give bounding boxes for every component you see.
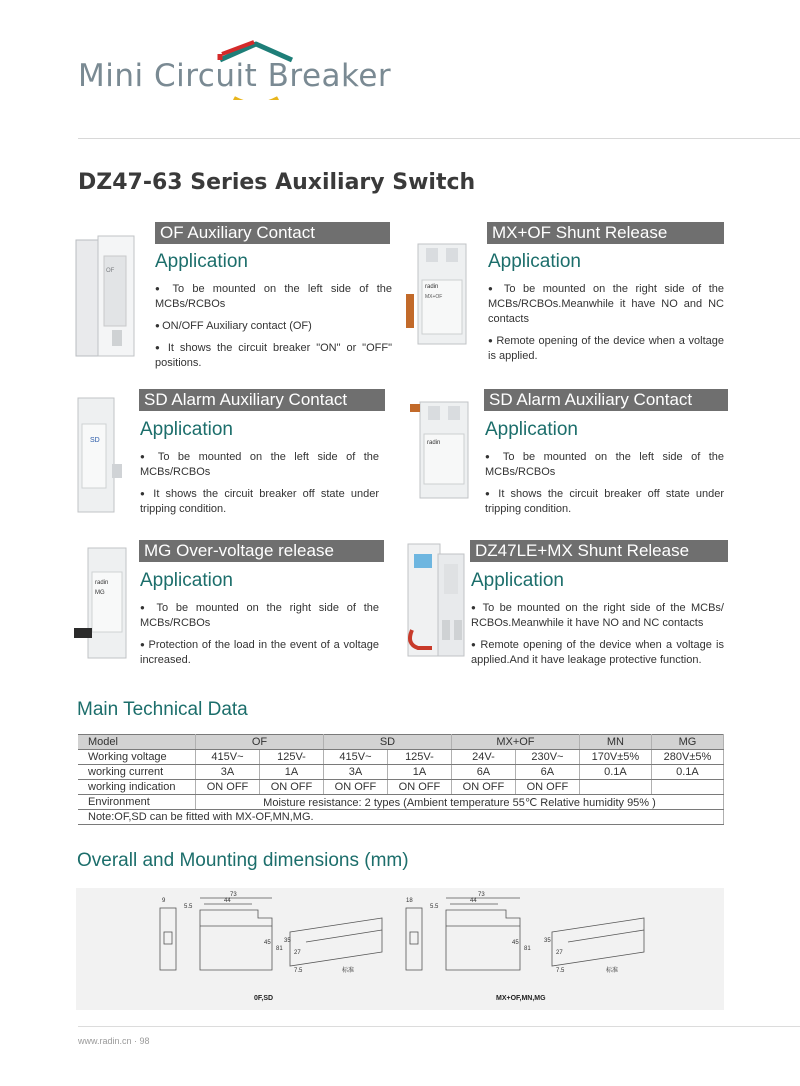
bullet-list-sd-left xyxy=(140,449,379,523)
table-row xyxy=(78,795,724,810)
application-heading-of: Application xyxy=(155,251,248,272)
bullet-list-mxof xyxy=(488,281,724,370)
table-header-cell: MN xyxy=(579,735,651,750)
table-cell: 3A xyxy=(323,765,387,780)
dim-label-5.5-right: 5.5 xyxy=(430,904,439,910)
bullet-item: ● To be mounted on the left side of the MCBs/RCBOs xyxy=(485,449,724,480)
bullet-item: ● It shows the circuit breaker off state under tripping condition. xyxy=(485,486,724,517)
bullet-item: ● To be mounted on the left side of the MCBs/RCBOs xyxy=(155,281,392,312)
of-module-label: OF xyxy=(106,268,115,274)
table-cell: ON OFF xyxy=(451,780,515,795)
table-cell: 1A xyxy=(387,765,451,780)
table-cell: working indication xyxy=(78,780,196,795)
application-heading-mxof: Application xyxy=(488,251,581,272)
table-row xyxy=(78,750,724,765)
dim-label-81: 81 xyxy=(276,946,283,952)
product-title-sd-left: SD Alarm Auxiliary Contact xyxy=(139,389,385,411)
table-cell: 1A xyxy=(259,765,323,780)
dim-label-45-right: 45 xyxy=(512,940,519,946)
table-cell: Working voltage xyxy=(78,750,196,765)
table-cell: 230V~ xyxy=(515,750,579,765)
table-note: Note:OF,SD can be fitted with MX-OF,MN,MG. xyxy=(78,810,724,825)
bullet-item: ● Protection of the load in the event of a voltage increased. xyxy=(140,637,379,668)
application-heading-sd-left: Application xyxy=(140,419,233,440)
table-row xyxy=(78,780,724,795)
mg-module-brand: radin xyxy=(95,580,109,586)
table-cell: ON OFF xyxy=(323,780,387,795)
dim-label-7.5: 7.5 xyxy=(294,968,303,974)
table-cell: ON OFF xyxy=(515,780,579,795)
table-cell: 125V- xyxy=(387,750,451,765)
bullet-item: ● To be mounted on the right side of the MCBs/ RCBOs.Meanwhile it have NO and NC contacts xyxy=(471,600,724,631)
footer-divider xyxy=(78,1026,800,1027)
dim-label-81-right: 81 xyxy=(524,946,531,952)
bullet-list-dz47le xyxy=(471,600,724,674)
mg-module-image xyxy=(70,544,134,662)
product-title-mg: MG Over-voltage release xyxy=(139,540,384,562)
table-cell: 0.1A xyxy=(651,765,723,780)
dim-label-35-right: 35 xyxy=(544,938,551,944)
bullet-item: ● To be mounted on the right side of the MCBs/RCBOs xyxy=(140,600,379,631)
dz47le-module-image xyxy=(402,540,468,664)
dim-label-73: 73 xyxy=(230,892,237,898)
mg-module-label: MG xyxy=(95,590,105,596)
bullet-item: ● Remote opening of the device when a voltage is applied.And it have leakage protective function. xyxy=(471,637,724,668)
table-cell: 6A xyxy=(451,765,515,780)
dim-label-7.5-right: 7.5 xyxy=(556,968,565,974)
table-cell: 3A xyxy=(196,765,260,780)
table-cell: 24V- xyxy=(451,750,515,765)
dims-caption-left: 0F,SD xyxy=(254,995,274,1002)
dim-label-45: 45 xyxy=(264,940,271,946)
application-heading-dz47le: Application xyxy=(471,570,564,591)
mxof-module-image xyxy=(406,240,472,350)
table-cell: 0.1A xyxy=(579,765,651,780)
bullet-item: ● It shows the circuit breaker off state under tripping condition. xyxy=(140,486,379,517)
table-cell: 415V~ xyxy=(196,750,260,765)
bullet-item: ● Remote opening of the device when a voltage is applied. xyxy=(488,333,724,364)
bullet-list-mg xyxy=(140,600,379,674)
footer-text: www.radin.cn · 98 xyxy=(78,1036,150,1046)
product-title-mxof: MX+OF Shunt Release xyxy=(487,222,724,244)
table-row xyxy=(78,765,724,780)
table-cell: 125V- xyxy=(259,750,323,765)
header-divider xyxy=(78,138,800,139)
bullet-list-of xyxy=(155,281,392,377)
tech-data-table xyxy=(78,734,724,825)
tech-data-heading: Main Technical Data xyxy=(77,699,248,720)
dim-label-35: 35 xyxy=(284,938,291,944)
sd-module-right-image xyxy=(408,398,472,502)
table-cell: Environment xyxy=(78,795,196,810)
of-module-image xyxy=(68,232,138,362)
table-header-cell: MX+OF xyxy=(451,735,579,750)
application-heading-mg: Application xyxy=(140,570,233,591)
table-cell: 415V~ xyxy=(323,750,387,765)
dimension-drawings xyxy=(76,888,724,1010)
sd-right-module-brand: radin xyxy=(427,440,441,446)
table-header-cell: OF xyxy=(196,735,324,750)
product-title-dz47le: DZ47LE+MX Shunt Release xyxy=(470,540,728,562)
table-cell xyxy=(651,780,723,795)
product-title-sd-right: SD Alarm Auxiliary Contact xyxy=(484,389,728,411)
bullet-item: ● It shows the circuit breaker "ON" or "OFF" positions. xyxy=(155,340,392,371)
dim-label-rail-right: 标准 xyxy=(606,968,619,974)
table-cell xyxy=(579,780,651,795)
dims-caption-right: MX+OF,MN,MG xyxy=(496,995,546,1002)
table-header-cell: Model xyxy=(78,735,196,750)
page-title: DZ47-63 Series Auxiliary Switch xyxy=(78,170,476,195)
dim-label-27-right: 27 xyxy=(556,950,563,956)
product-title-of: OF Auxiliary Contact xyxy=(155,222,390,244)
mxof-module-label: MX+OF xyxy=(425,294,443,300)
table-cell: working current xyxy=(78,765,196,780)
brand-title: Mini Circuit Breaker xyxy=(78,58,392,94)
dim-label-width-9: 9 xyxy=(162,898,166,904)
bullet-item: ● ON/OFF Auxiliary contact (OF) xyxy=(155,318,392,334)
mxof-module-brand: radin xyxy=(425,284,439,290)
bullet-item: ● To be mounted on the right side of the MCBs/RCBOs.Meanwhile it have NO and NC contacts xyxy=(488,281,724,327)
sd-module-label: SD xyxy=(90,437,100,444)
table-cell: 280V±5% xyxy=(651,750,723,765)
dimensions-heading: Overall and Mounting dimensions (mm) xyxy=(77,850,409,871)
dim-label-44-right: 44 xyxy=(470,898,477,904)
table-cell: 6A xyxy=(515,765,579,780)
dim-label-73-right: 73 xyxy=(478,892,485,898)
table-header-cell: MG xyxy=(651,735,723,750)
bullet-list-sd-right xyxy=(485,449,724,523)
table-cell: ON OFF xyxy=(387,780,451,795)
dim-label-44: 44 xyxy=(224,898,231,904)
dim-label-5.5: 5.5 xyxy=(184,904,193,910)
dim-label-rail: 标准 xyxy=(342,968,355,974)
table-row xyxy=(78,810,724,825)
table-cell: Moisture resistance: 2 types (Ambient temperature 55℃ Relative humidity 95% ) xyxy=(196,795,724,810)
dim-label-width-18: 18 xyxy=(406,898,413,904)
table-header-cell: SD xyxy=(323,735,451,750)
table-cell: ON OFF xyxy=(259,780,323,795)
dim-label-27: 27 xyxy=(294,950,301,956)
table-cell: ON OFF xyxy=(196,780,260,795)
table-row xyxy=(78,735,724,750)
application-heading-sd-right: Application xyxy=(485,419,578,440)
sd-module-image xyxy=(72,394,128,516)
dimensions-panel xyxy=(76,888,724,1010)
table-cell: 170V±5% xyxy=(579,750,651,765)
bullet-item: ● To be mounted on the left side of the MCBs/RCBOs xyxy=(140,449,379,480)
